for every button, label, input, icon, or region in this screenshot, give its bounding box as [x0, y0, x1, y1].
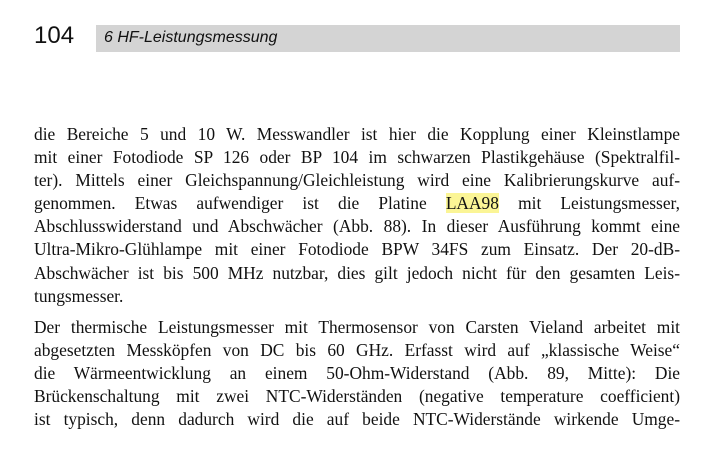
- text-line: abgesetzten Messköpfen von DC bis 60 GHz. Erfasst wird auf „klassische Weise“: [34, 340, 680, 361]
- paragraph-2: [34, 316, 680, 431]
- text-segment: mit Leistungsmesser,: [498, 193, 680, 214]
- text-segment: genommen. Etwas aufwendiger ist die Platine: [34, 193, 446, 214]
- text-line: Brückenschaltung mit zwei NTC-Widerständen (negative temperature coefficient): [34, 386, 680, 407]
- text-line: tungsmesser.: [34, 285, 124, 306]
- text-line: ter). Mittels einer Gleichspannung/Gleichleistung wird eine Kalibrierungskurve auf-: [34, 170, 680, 191]
- text-line-with-highlight: [34, 192, 680, 215]
- text-line: mit einer Fotodiode SP 126 oder BP 104 im schwarzen Plastikgehäuse (Spektralfil-: [34, 147, 680, 168]
- text-line: Ultra-Mikro-Glühlampe mit einer Fotodiode BPW 34FS zum Einsatz. Der 20-dB-: [34, 239, 680, 260]
- text-line: die Bereiche 5 und 10 W. Messwandler ist hier die Kopplung einer Kleinstlampe: [34, 124, 680, 144]
- text-line: Der thermische Leistungsmesser mit Thermosensor von Carsten Vieland arbeitet mit: [34, 317, 680, 337]
- text-line: Abschwächer ist bis 500 MHz nutzbar, dies gilt jedoch nicht für den gesamten Leis-: [34, 262, 680, 283]
- paragraph-1: [34, 123, 680, 308]
- chapter-title: 6 HF-Leistungsmessung: [104, 29, 278, 46]
- highlighted-term[interactable]: LAA98: [445, 193, 499, 214]
- running-header: [96, 25, 680, 52]
- text-line: Abschlusswiderstand und Abschwächer (Abb. 88). In dieser Ausführung kommt eine: [34, 216, 680, 237]
- text-line: die Wärmeentwicklung an einem 50-Ohm-Widerstand (Abb. 89, Mitte): Die: [34, 363, 680, 384]
- page-number: 104: [34, 22, 75, 49]
- text-line: ist typisch, denn dadurch wird die auf beide NTC-Widerstände wirkende Umge-: [34, 409, 680, 430]
